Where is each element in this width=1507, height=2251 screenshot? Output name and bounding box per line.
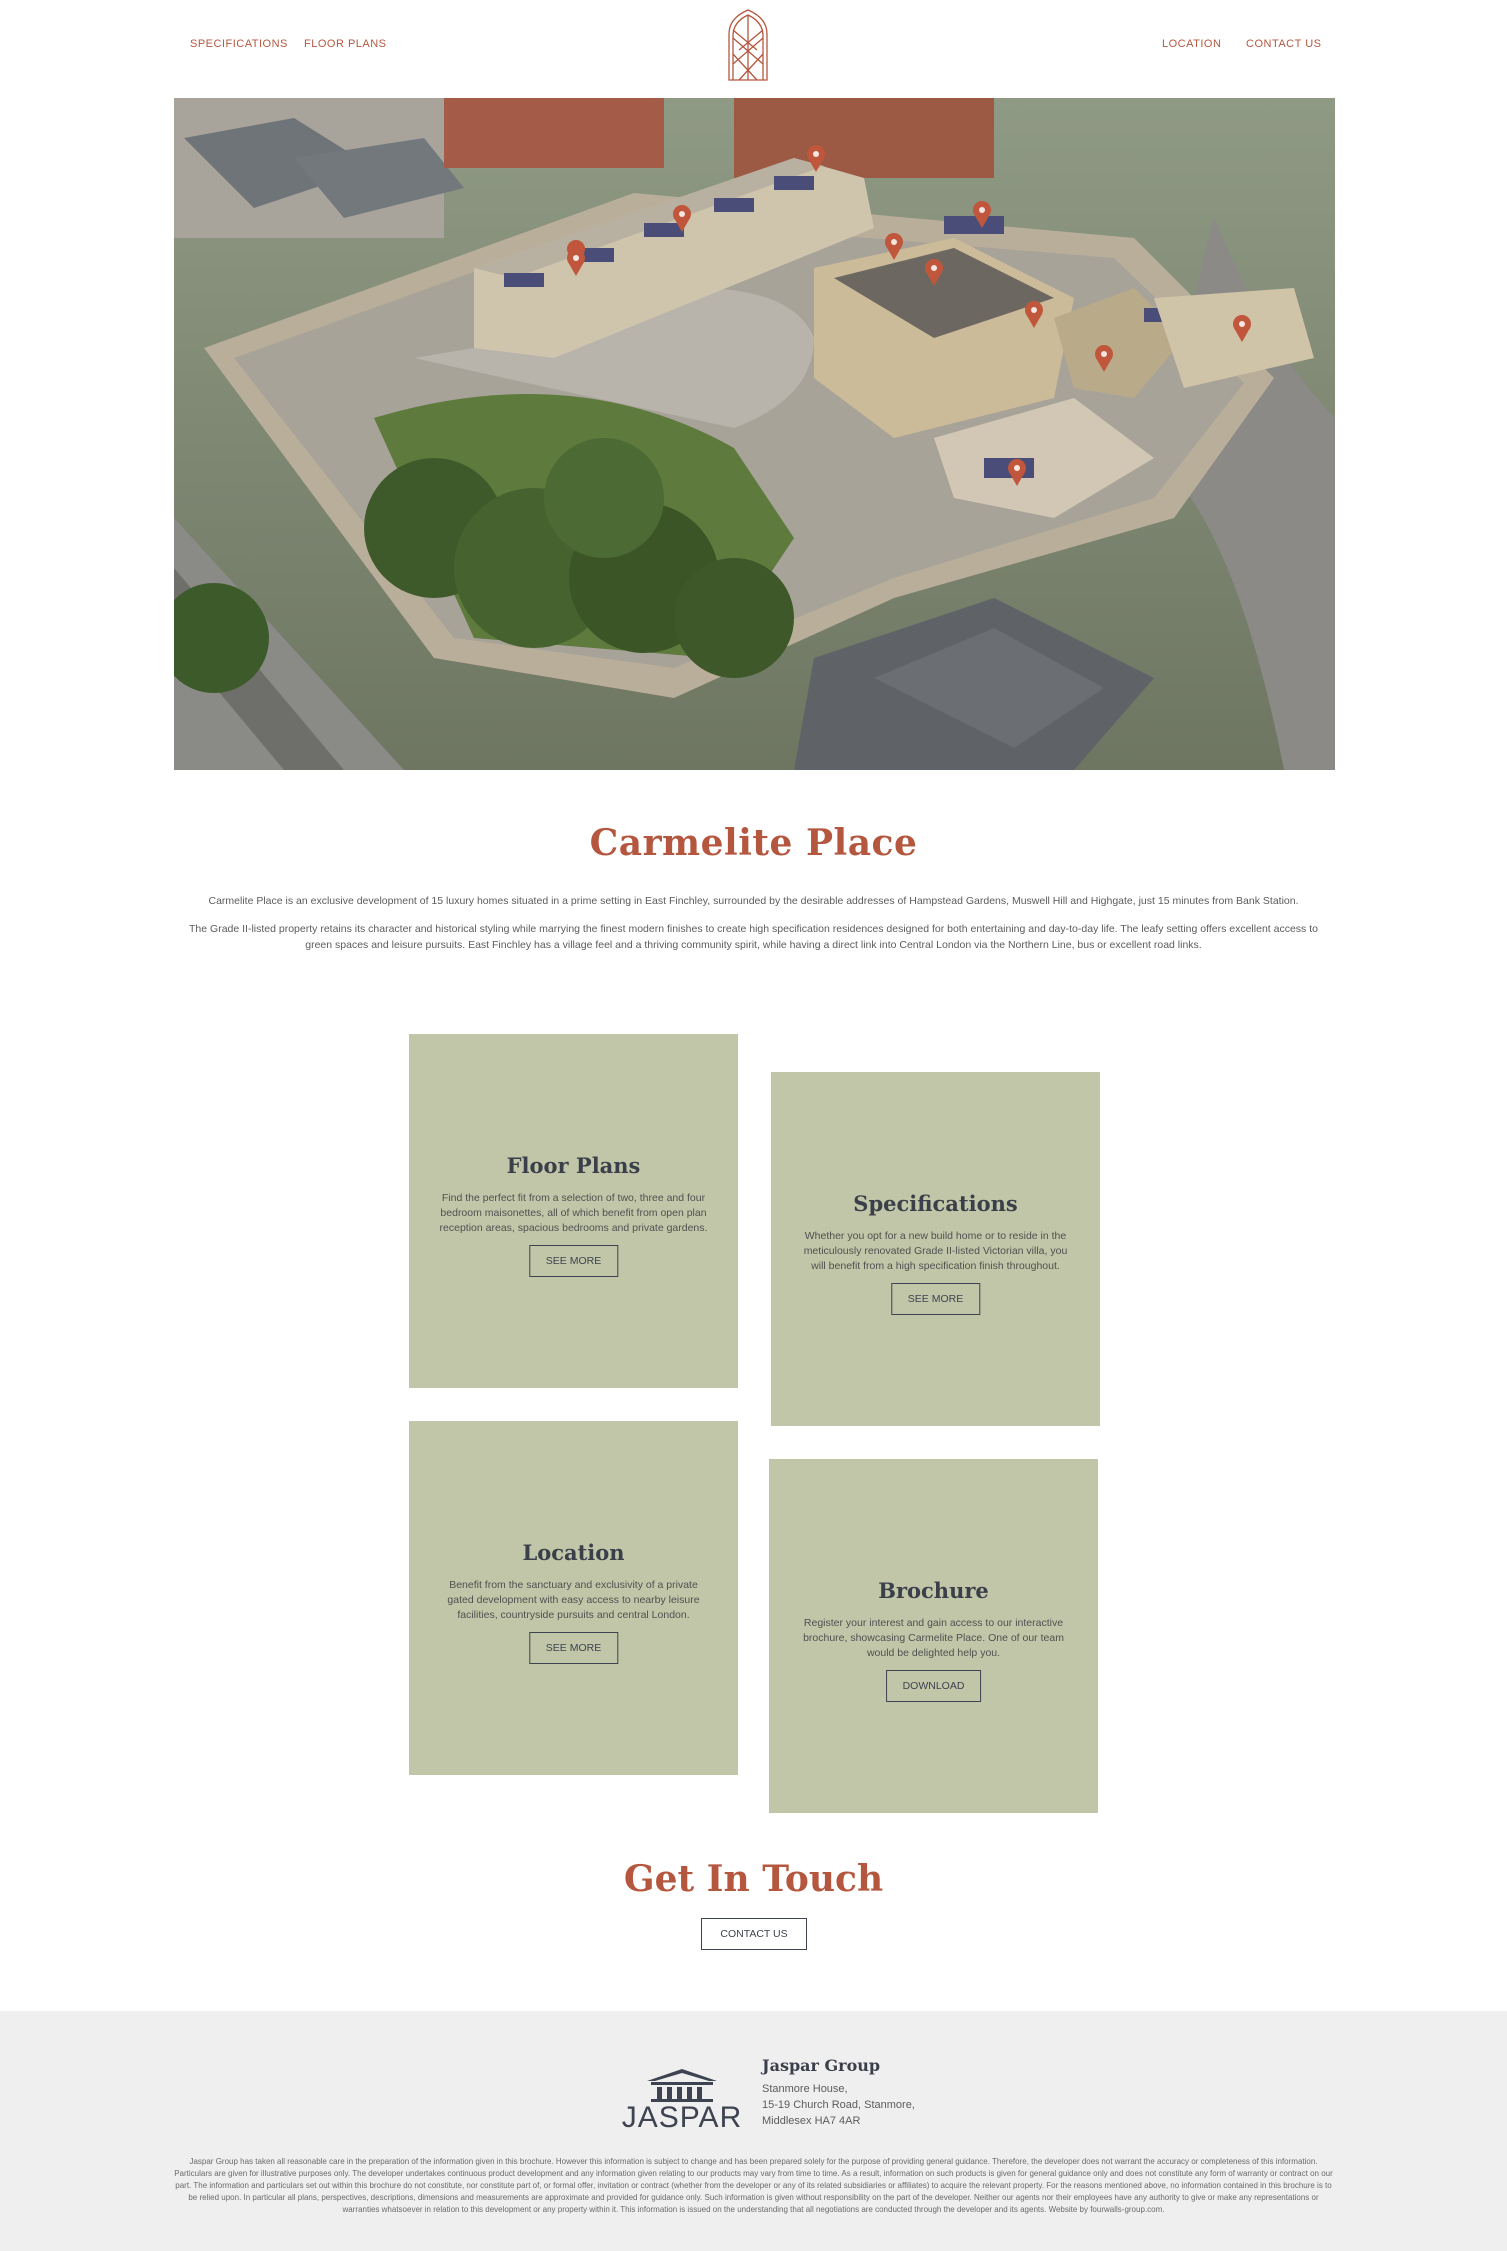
card-text: Benefit from the sanctuary and exclusivity of a private gated development with easy access to nearby leisure facilities, countryside pursuits and central London. xyxy=(447,1579,700,1621)
card-specifications xyxy=(771,1072,1100,1426)
jaspar-building-icon xyxy=(617,2067,747,2103)
address-line: Stanmore House, xyxy=(762,2083,848,2095)
jaspar-logo-word: JASPAR xyxy=(621,2101,743,2134)
contact-us-button[interactable]: CONTACT US xyxy=(701,1918,807,1950)
intro-paragraph-2: The Grade II-listed property retains its character and historical styling while marrying the finest modern finishes to create high specification residences designed for both entertaining and day-to-day life. The leafy setting offers excellent access to green spaces and leisure pursuits. East Finchley has a village feel and a thriving community spirit, while having a direct link into Central London via the Northern Line, bus or excellent road links. xyxy=(189,923,1318,951)
card-floor-plans xyxy=(409,1034,738,1388)
specifications-see-more-button[interactable]: SEE MORE xyxy=(891,1283,980,1315)
footer xyxy=(0,2011,1507,2251)
address-line: 15-19 Church Road, Stanmore, xyxy=(762,2099,915,2111)
legal-disclaimer: Jaspar Group has taken all reasonable care in the preparation of the information given in this brochure. However this information is subject to change and has been prepared solely for the purpose of providing general guidance. Therefore, the developer does not warrant the accuracy or completeness of this information. Particulars are given for illustrative purposes only. The developer undertakes continuous product development and any information given relating to our products may vary from time to time. As a result, information on such products is given for general guidance only and does not constitute any form of warranty or contract on our part. The information and particulars set out within this brochure do not constitute, nor constitute part of, or formal offer, invitation or contract (whether from the developer or any of its related subsidiaries or affiliates) to acquire the relevant property. For the reasons mentioned above, no information contained in this brochure is to be relied upon. In particular all plans, perspectives, descriptions, dimensions and measurements are approximate and provided for guidance only. Such information is given without responsibility on the part of the developer. Neither our agents nor their employees have any authority to give or make any representations or warranties whatsoever in relation to this development or any property within it. This information is issued on the understanding that all negotiations are conducted through the developer and its agents. Website by fourwalls-group.com. xyxy=(174,2157,1333,2214)
location-see-more-button[interactable]: SEE MORE xyxy=(529,1632,618,1664)
card-title: Specifications xyxy=(853,1191,1018,1216)
intro-paragraph-1: Carmelite Place is an exclusive development of 15 luxury homes situated in a prime setting in East Finchley, surrounded by the desirable addresses of Hampstead Gardens, Muswell Hill and Highgate, just 15 minutes from Bank Station. xyxy=(208,895,1299,907)
card-text: Whether you opt for a new build home or to reside in the meticulously renovated Grade II-listed Victorian villa, you will benefit from a high specification finish throughout. xyxy=(803,1230,1068,1272)
hero-aerial-image xyxy=(174,98,1335,770)
nav-floor-plans[interactable]: FLOOR PLANS xyxy=(304,38,387,50)
card-title: Brochure xyxy=(878,1578,989,1603)
company-address xyxy=(762,2081,915,2129)
nav-contact-us[interactable]: CONTACT US xyxy=(1246,38,1322,50)
address-line: Middlesex HA7 4AR xyxy=(762,2115,861,2127)
card-brochure xyxy=(769,1459,1098,1813)
top-nav xyxy=(0,0,1507,95)
card-title: Location xyxy=(522,1540,625,1565)
card-title: Floor Plans xyxy=(506,1153,641,1178)
card-text: Find the perfect fit from a selection of two, three and four bedroom maisonettes, all of which benefit from open plan reception areas, spacious bedrooms and private gardens. xyxy=(439,1192,708,1234)
brochure-download-button[interactable]: DOWNLOAD xyxy=(886,1670,982,1702)
carmelite-logo-icon[interactable] xyxy=(727,8,769,82)
jaspar-logo[interactable] xyxy=(617,2067,747,2133)
card-text: Register your interest and gain access to our interactive brochure, showcasing Carmelite Place. One of our team would be delighted help you. xyxy=(803,1617,1064,1659)
nav-location[interactable]: LOCATION xyxy=(1162,38,1222,50)
floor-plans-see-more-button[interactable]: SEE MORE xyxy=(529,1245,618,1277)
get-in-touch-heading: Get In Touch xyxy=(623,1858,884,1900)
page-title: Carmelite Place xyxy=(589,822,918,864)
company-name: Jaspar Group xyxy=(762,2056,881,2075)
card-location xyxy=(409,1421,738,1775)
nav-specifications[interactable]: SPECIFICATIONS xyxy=(190,38,288,50)
